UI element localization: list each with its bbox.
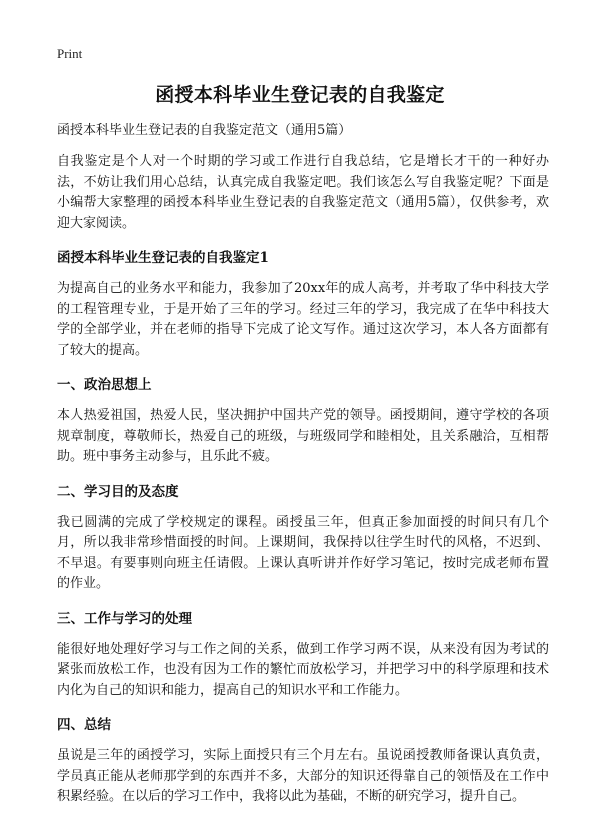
intro-paragraph: 自我鉴定是个人对一个时期的学习或工作进行自我总结，它是增长才干的一种好办法，不妨让我们用心总结，认真完成自我鉴定吧。我们该怎么写自我鉴定呢？下面是小编帮大家整理的函授本科毕业生登记表的自我鉴定范文（通用5篇），仅供参考，欢迎大家阅读。 <box>57 154 549 231</box>
section-heading-summary: 四、总结 <box>57 717 111 733</box>
section-body-study-attitude: 我已圆满的完成了学校规定的课程。函授虽三年，但真正参加面授的时间只有几个月，所以我非常珍惜面授的时间。上课期间，我保持以往学生时代的风格，不迟到、不早退。有要事则向班主任请假。上课认真听讲并作好学习笔记，按时完成老师布置的作业。 <box>57 514 549 591</box>
section-heading-work-study: 三、工作与学习的处理 <box>57 610 192 627</box>
section-body-essay-1: 为提高自己的业务水平和能力，我参加了20xx年的成人高考，并考取了华中科技大学的工程管理专业，于是开始了三年的学习。经过三年的学习，我完成了在华中科技大学的全部学业，并在老师的指导下完成了论文写作。通过这次学习，本人各方面都有了较大的提高。 <box>57 281 549 358</box>
section-body-work-study: 能很好地处理好学习与工作之间的关系，做到工作学习两不误，从来没有因为考试的紧张而放松工作，也没有因为工作的繁忙而放松学习，并把学习中的科学原理和技术内化为自己的知识和能力，提高自己的知识水平和工作能力。 <box>57 641 549 698</box>
section-body-summary: 虽说是三年的函授学习，实际上面授只有三个月左右。虽说函授教师备课认真负责，学员真正能从老师那学到的东西并不多，大部分的知识还得靠自己的领悟及在工作中积累经验。在以后的学习工作中，我将以此为基础，不断的研究学习，提升自己。 <box>57 748 549 804</box>
section-heading-study-attitude: 二、学习目的及态度 <box>57 483 179 500</box>
article-subtitle: 函授本科毕业生登记表的自我鉴定范文（通用5篇） <box>57 123 352 138</box>
section-heading-essay-1: 函授本科毕业生登记表的自我鉴定1 <box>57 250 269 266</box>
page-title: 函授本科毕业生登记表的自我鉴定 <box>155 84 445 106</box>
print-link[interactable]: Print <box>57 46 83 61</box>
section-heading-political: 一、政治思想上 <box>57 377 152 393</box>
section-body-political: 本人热爱祖国，热爱人民，坚决拥护中国共产党的领导。函授期间，遵守学校的各项规章制度，尊敬师长，热爱自己的班级，与班级同学和睦相处，且关系融洽，互相帮助。班中事务主动参与，且乐此不疲。 <box>57 408 549 464</box>
article-body <box>57 121 549 819</box>
